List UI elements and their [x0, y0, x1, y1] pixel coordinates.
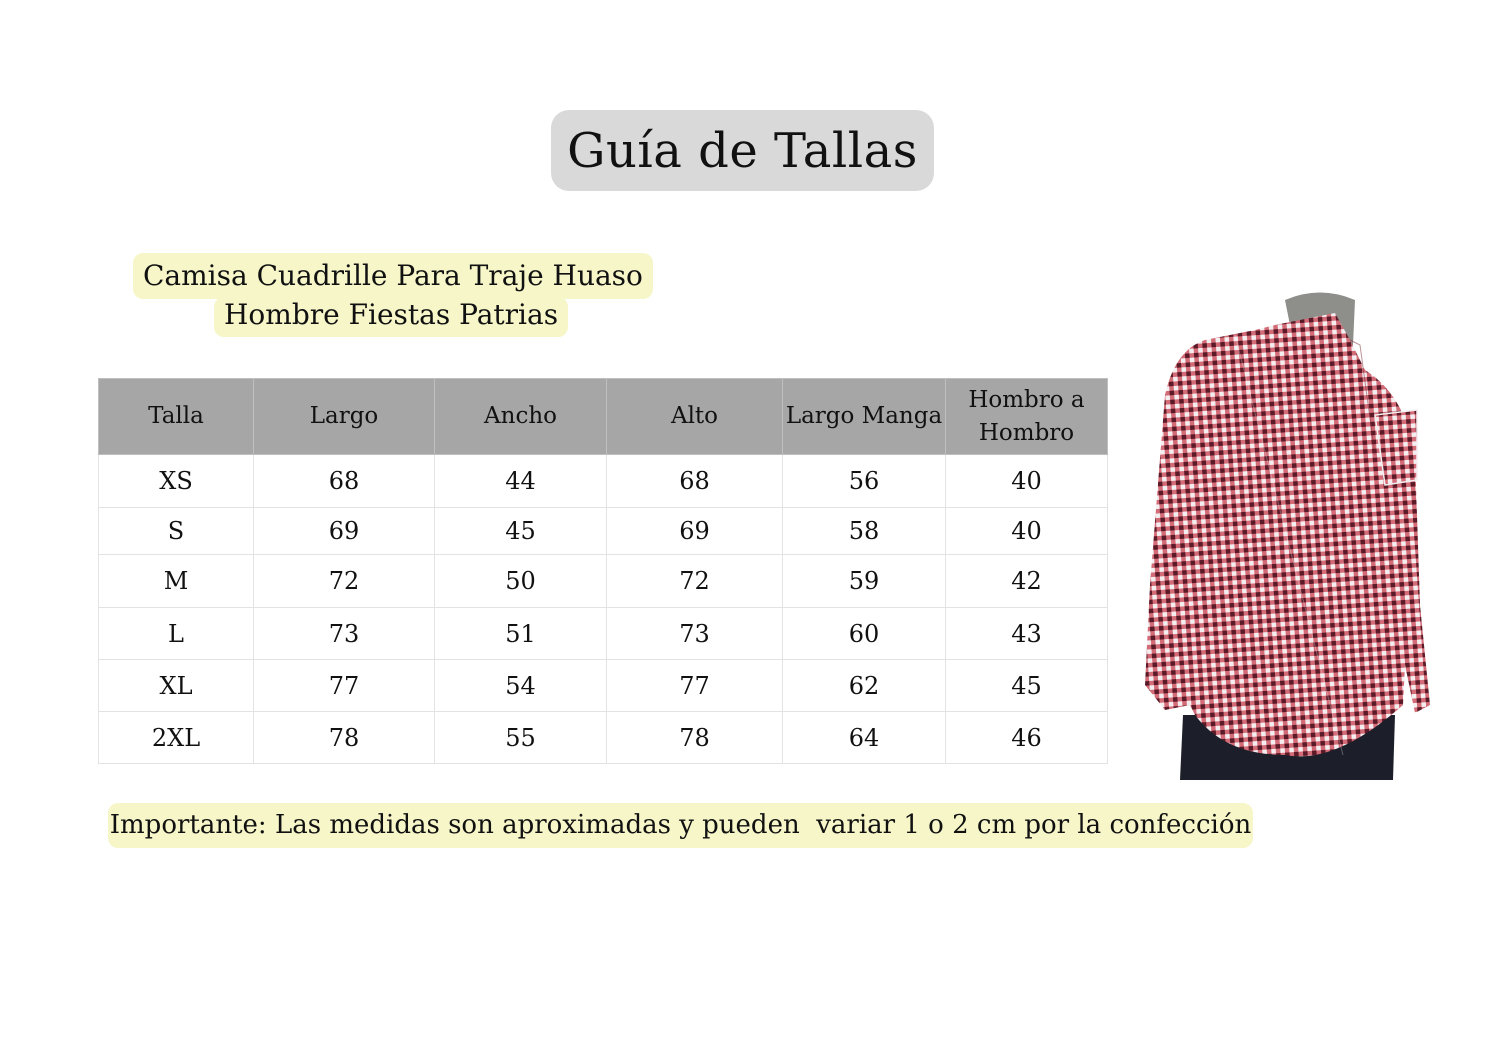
header-largo: Largo: [254, 379, 435, 455]
header-alto: Alto: [607, 379, 783, 455]
measure-cell: 54: [435, 660, 607, 712]
size-cell: L: [99, 608, 254, 660]
table-row: [99, 555, 1108, 608]
product-title-line2: Hombre Fiestas Patrias: [214, 297, 568, 337]
measure-cell: 78: [607, 712, 783, 764]
measure-cell: 59: [783, 555, 946, 608]
measure-cell: 78: [254, 712, 435, 764]
table-row: [99, 712, 1108, 764]
measure-cell: 72: [254, 555, 435, 608]
size-table: [98, 378, 1108, 764]
measure-cell: 45: [946, 660, 1108, 712]
size-cell: XL: [99, 660, 254, 712]
measure-cell: 40: [946, 508, 1108, 555]
table-row: [99, 608, 1108, 660]
measure-cell: 73: [607, 608, 783, 660]
table-row: [99, 455, 1108, 508]
shirt-body: [1145, 313, 1430, 756]
measure-cell: 77: [254, 660, 435, 712]
measure-cell: 77: [607, 660, 783, 712]
shirt-image: [1135, 285, 1440, 785]
page-title: Guía de Tallas: [551, 110, 934, 191]
measure-cell: 51: [435, 608, 607, 660]
measure-cell: 68: [607, 455, 783, 508]
measure-cell: 72: [607, 555, 783, 608]
measure-cell: 40: [946, 455, 1108, 508]
header-hombro: Hombro a Hombro: [946, 379, 1108, 455]
measure-cell: 46: [946, 712, 1108, 764]
table-header-row: [99, 379, 1108, 455]
size-cell: M: [99, 555, 254, 608]
measure-cell: 60: [783, 608, 946, 660]
size-cell: XS: [99, 455, 254, 508]
measure-cell: 73: [254, 608, 435, 660]
header-ancho: Ancho: [435, 379, 607, 455]
measure-cell: 69: [254, 508, 435, 555]
table-row: [99, 508, 1108, 555]
measure-cell: 55: [435, 712, 607, 764]
size-cell: S: [99, 508, 254, 555]
measure-cell: 64: [783, 712, 946, 764]
measure-cell: 45: [435, 508, 607, 555]
measure-cell: 62: [783, 660, 946, 712]
table-row: [99, 660, 1108, 712]
header-largo-manga: Largo Manga: [783, 379, 946, 455]
measure-cell: 43: [946, 608, 1108, 660]
product-title-line1: Camisa Cuadrille Para Traje Huaso: [133, 253, 653, 299]
measure-cell: 44: [435, 455, 607, 508]
size-cell: 2XL: [99, 712, 254, 764]
measure-cell: 69: [607, 508, 783, 555]
measure-cell: 68: [254, 455, 435, 508]
measure-cell: 58: [783, 508, 946, 555]
measure-cell: 42: [946, 555, 1108, 608]
header-talla: Talla: [99, 379, 254, 455]
measure-cell: 56: [783, 455, 946, 508]
important-note: Importante: Las medidas son aproximadas y pueden variar 1 o 2 cm por la confección: [108, 803, 1253, 848]
measure-cell: 50: [435, 555, 607, 608]
